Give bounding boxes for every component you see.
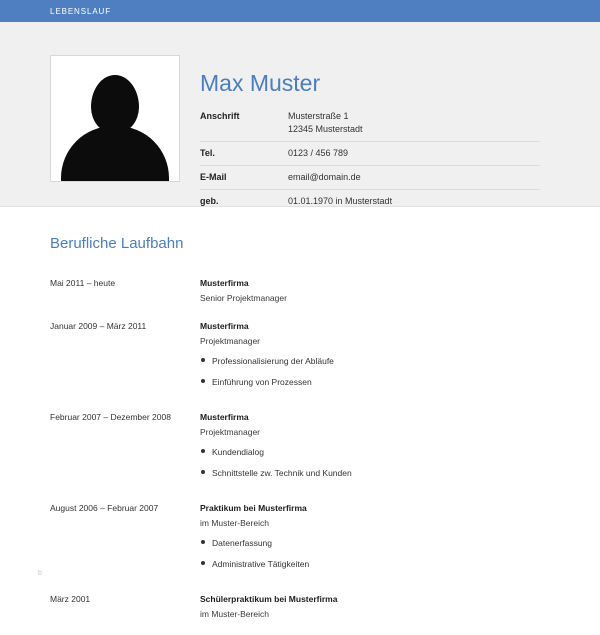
section-heading: Berufliche Laufbahn <box>50 235 184 252</box>
entry-role: Projektmanager <box>200 336 261 346</box>
entry-body <box>200 501 550 578</box>
entry-body <box>200 410 550 487</box>
table-row <box>200 190 540 211</box>
bullet-item: Datenerfassung <box>200 536 550 550</box>
bullet-item: Einführung von Prozessen <box>200 375 550 389</box>
topbar-label: LEBENSLAUF <box>50 6 112 16</box>
entry-date: Februar 2007 – Dezember 2008 <box>50 412 171 422</box>
bullet-item: Administrative Tätigkeiten <box>200 557 550 571</box>
entry-bullets <box>200 445 550 480</box>
entry-company: Musterfirma <box>200 412 249 422</box>
document-topbar <box>0 0 600 22</box>
page-title: Max Muster <box>200 70 321 96</box>
entry-company: Praktikum bei Musterfirma <box>200 503 307 513</box>
info-value: 01.01.1970 in Musterstadt <box>288 196 393 206</box>
info-value: email@domain.de <box>288 166 540 190</box>
entry-body <box>200 319 550 396</box>
entry-date: März 2001 <box>50 594 91 604</box>
bullet-item: Schnittstelle zw. Technik und Kunden <box>200 466 550 480</box>
info-label: E-Mail <box>200 166 288 190</box>
entry-role: im Muster-Bereich <box>200 518 269 528</box>
entry-role: im Muster-Bereich <box>200 609 269 619</box>
info-value-line1: Musterstraße 1 <box>288 111 349 121</box>
table-row <box>200 110 540 142</box>
entry-date: Mai 2011 – heute <box>50 278 116 288</box>
entry-date: Januar 2009 – März 2011 <box>50 321 147 331</box>
info-label: Anschrift <box>200 110 288 142</box>
info-value-line2: 12345 Musterstadt <box>288 124 363 134</box>
contact-info-table <box>200 110 540 210</box>
bullet-item: Professionalisierung der Abläufe <box>200 354 550 368</box>
info-value <box>288 110 540 142</box>
list-item <box>50 410 550 487</box>
info-value: 0123 / 456 789 <box>288 142 540 166</box>
entry-role: Senior Projektmanager <box>200 293 287 303</box>
info-label: geb. <box>200 196 219 206</box>
watermark: b <box>38 570 42 577</box>
entry-company: Schülerpraktikum bei Musterfirma <box>200 594 338 604</box>
entry-date: August 2006 – Februar 2007 <box>50 503 159 513</box>
silhouette-head-icon <box>91 75 139 133</box>
list-item <box>50 592 550 621</box>
table-row <box>200 166 540 190</box>
list-item <box>50 319 550 396</box>
list-item <box>50 276 550 305</box>
entry-bullets <box>200 354 550 389</box>
entry-body <box>200 276 550 305</box>
entry-bullets <box>200 536 550 571</box>
list-item <box>50 501 550 578</box>
entry-company: Musterfirma <box>200 321 249 331</box>
bullet-item: Kundendialog <box>200 445 550 459</box>
entry-company: Musterfirma <box>200 278 249 288</box>
header-section <box>0 22 600 206</box>
entry-body <box>200 592 550 621</box>
entry-role: Projektmanager <box>200 427 261 437</box>
info-label: Tel. <box>200 142 288 166</box>
silhouette-body-icon <box>61 126 169 182</box>
experience-list <box>50 276 550 635</box>
table-row <box>200 142 540 166</box>
profile-photo <box>50 55 180 182</box>
